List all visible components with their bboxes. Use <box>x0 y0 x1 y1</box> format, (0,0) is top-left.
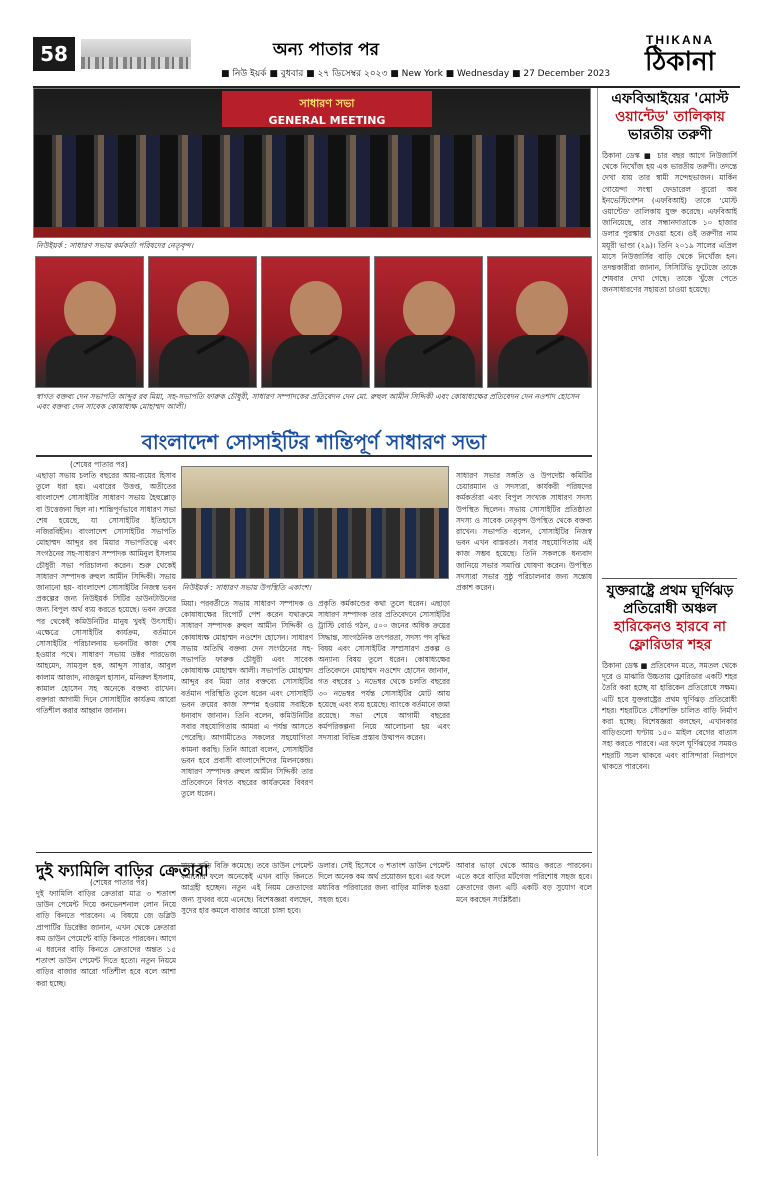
speaker-photo-4 <box>374 256 483 388</box>
speakers-caption: স্বাগত বক্তব্য দেন সভাপতি আব্দুর রব মিয়া, সহ-সভাপতি ফারুক চৌধুরী, সাধারণ সম্পাদকের প্রতিবেদন দেন মো. রুহুল আমীন সিদ্দিকী এবং কোষাধ্যক্ষের প্রতিবেদন দেন নওশাদ হোসেন এবং বক্তব্য দেন সাবেক কোষাধ্যক্ষ মোহাম্মদ আলী। <box>36 392 580 411</box>
audience-rows <box>182 508 448 578</box>
masthead-logo <box>620 33 740 83</box>
banner-title: সাধারণ সভা <box>299 97 355 110</box>
group-photo <box>33 88 591 238</box>
side2-head-line-3: হারিকেনও হারবে না <box>614 619 726 635</box>
side2-head-line-1: যুক্তরাষ্ট্রে প্রথম ঘূর্ণিঝড় <box>606 583 734 599</box>
side2-head-line-4: ফ্লোরিডার শহর <box>628 637 712 653</box>
side2-head-line-2: প্রতিরোধী অঞ্চল <box>623 601 717 617</box>
meeting-banner <box>222 91 432 127</box>
table-cloth <box>34 227 590 237</box>
main-headline: বাংলাদেশ সোসাইটির শান্তিপূর্ণ সাধারণ সভা <box>141 430 487 454</box>
sidebar-story1-body: ঠিকানা ডেস্ক ■ চার বছর আগে নিউজার্সি থেকে নিখোঁজ হয় এক ভারতীয় তরুণী। তদন্তে দেখা যায় তার স্বামী সন্দেহভাজন। মার্কিন গোয়েন্দা সংস্থা ফেডারেল ব্যুরো অব ইনভেস্টিগেশন (এফবিআই) তাকে 'মোস্ট ওয়ান্টেড' তালিকায় যুক্ত করেছে। এফবিআই জানিয়েছে, তার সন্ধানদাতাকে ১০ হাজার ডলার পুরস্কার দেওয়া হবে। ওই তরুণীর নাম ময়ূরী ভাণ্ডা (২৯)। তিনি ২০১৯ সালের এপ্রিল মাসে নিউজার্সির বাড়ি থেকে নিখোঁজ হন। তদন্তকারীরা জানান, সিসিটিভি ফুটেজে তাকে শেষবার দেখা গেছে। তাকে খুঁজে পেতে জনসাধারণের সহায়তা চাওয়া হয়েছে। <box>602 151 737 295</box>
masthead-latin: THIKANA <box>646 33 714 47</box>
main-story-col-1: এছাড়া সভায় চলতি বছরের আয়-ব্যয়ের হিসাব তুলে ধরা হয়। এবারের উত্তপ্ত, অতীতের বাংলাদেশ সোসাইটির সাধারণ সভায় হৈহুল্লোড় বা উত্তেজনা ছিল না। শান্তিপূর্ণভাবে সাধারণ সভা শেষ হয়েছে, যা সোসাইটির ইতিহাসে নজিরবিহীন। বাংলাদেশ সোসাইটির সভাপতি মোহাম্মদ আব্দুর রব মিয়ার সভাপতিত্বে এবং সংগঠনের সহ-সাধারণ সম্পাদক আমিনুল ইসলাম চৌধুরী সভা পরিচালনা করেন। শুরু থেকেই সাধারণ সম্পাদক রুহুল আমীন সিদ্দিকী। সভায় জানানো হয়- বাংলাদেশ সোসাইটির নিজস্ব ভবন প্রকল্পের জন্য নিউইয়র্ক সিটির ডাউনটাউনের জন্য বিপুল অর্থ ব্যয় করতে হয়েছে। ভবন ক্রয়ের পর থেকেই কমিউনিটির মানুষ খুবই উৎসাহী। এক্ষেত্রে সোসাইটির কার্যক্রম, বর্তমানে সোসাইটির পরিচালনায় ভবনটির কাজ শেষ হওয়ার পথে। সাধারণ সভায় ডক্টর পারভেজ আহমেদ, সামসুল হক, আব্দুস সাত্তার, আবুল কালাম আজাদ, নাজমুল হাসান, মনিরুল ইসলাম, কামাল হোসেন সহ অনেকে বক্তব্য রাখেন। বক্তারা আগামী দিনে সোসাইটির কার্যক্রম আরো গতিশীল করার আহ্বান জানান। <box>36 471 176 716</box>
sidebar-story2-body: ঠিকানা ডেস্ক ■ প্রতিবেদন মতে, সমতল থেকে দূরে ও মাঝারি উচ্চতায় ফ্লোরিডার একটি শহর তৈরি করা হচ্ছে যা হারিকেন প্রতিরোধে সক্ষম। এটি হবে যুক্তরাষ্ট্রের প্রথম ঘূর্ণিঝড় প্রতিরোধী শহর। শহরটিতে সৌরশক্তি চালিত বাড়ি নির্মাণ করা হচ্ছে। বিশেষজ্ঞরা বলছেন, এখানকার বাড়িগুলো ঘণ্টায় ১৫০ মাইল বেগের বাতাস সহ্য করতে পারবে। এর ফলে ঘূর্ণিঝড়ের সময়ও শহরটি সচল থাকবে এবং বাসিন্দারা নিরাপদে থাকতে পারবেন। <box>602 661 737 771</box>
hall-photo-caption: নিউইয়র্ক : সাধারণ সভায় উপস্থিতি একাংশ। <box>182 583 312 592</box>
masthead-bangla: ঠিকানা <box>644 47 716 77</box>
sidebar-rule <box>602 578 737 579</box>
people-row <box>34 135 590 227</box>
page-header <box>33 33 740 88</box>
sidebar-story1-headline <box>600 90 740 144</box>
main-story-col-3: প্রকৃতি কর্মকাণ্ডের কথা তুলে ধরেন। এছাড়া সাধারণ সম্পাদক তার প্রতিবেদনে সোসাইটির ট্রাস্টি বোর্ড গঠন, ৫০০ জনের অধিক ক্রয়ের সিদ্ধান্ত, সাংগঠনিক তৎপরতা, সদস্য পদ বৃদ্ধির বিষয় এবং সোসাইটির সম্প্রসারণ প্রকল্প ও অন্যান্য বিষয় তুলে ধরেন। কোষাধ্যক্ষের প্রতিবেদনে মোহাম্মদ নওশেদ হোসেন জানান, গত বছরের ১ নভেম্বর থেকে চলতি বছরের ৩০ নভেম্বর পর্যন্ত সোসাইটির মোট আয় হয়েছে এবং ব্যয় হয়েছে। ব্যাংকে বর্তমানে জমা রয়েছে। সভা শেষে আগামী বছরের কর্মপরিকল্পনা নিয়ে আলোচনা হয় এবং সদস্যরা বিভিন্ন প্রস্তাব উত্থাপন করেন। <box>318 599 450 743</box>
hall-photo <box>181 466 449 579</box>
sidebar-story2-headline <box>600 582 740 654</box>
story2-col-1: দুই ফ্যামিলি বাড়ির ক্রেতারা মাত্র ৩ শতাংশ ডাউন পেমেন্ট দিয়ে কনভেনশনাল লোন নিয়ে বাড়ি কিনতে পারবেন। এ বিষয়ে জে ডব্লিউ প্রাপার্টির ডিরেক্টর জানান, এখন থেকে ক্রেতারা কম ডাউন পেমেন্টে বাড়ি কিনতে পারবেন। আগে এ ধরনের বাড়ি কিনতে ক্রেতাদের অন্তত ১৫ শতাংশ ডাউন পেমেন্ট দিতে হতো। নতুন নিয়মে বাড়ির বাজার আরো গতিশীল হবে বলে আশা করা হচ্ছে। <box>36 889 176 988</box>
main-story-col-2: মিয়া। পরবর্তীতে সভায় সাধারণ সম্পাদক ও কোষাধ্যক্ষের রিপোর্ট পেশ করেন যথাক্রমে সাধারণ সম্পাদক রুহুল আমীন সিদ্দিকী ও কোষাধ্যক্ষ মোহাম্মদ নওশেদ হোসেন। সাধারণ সভায় অতিথি বক্তব্য দেন সংগঠনের সহ-সভাপতি ফারুক চৌধুরী এবং সাবেক কোষাধ্যক্ষ মোহাম্মদ আলী। সভাপতি মোহাম্মদ আব্দুর রব মিয়া তার বক্তব্যে সোসাইটির বর্তমান পরিস্থিতি তুলে ধরেন এবং সোসাইটি ভবন ক্রয়ের কাজ সম্পন্ন হওয়ায় সবাইকে ধন্যবাদ জানান। তিনি বলেন, কমিউনিটির সবার সহযোগিতায় আমরা এ পর্যন্ত আসতে পেরেছি। আগামীতেও সকলের সহযোগিতা কামনা করছি। তিনি আরো বলেন, সোসাইটির ভবন হবে প্রবাসী বাংলাদেশিদের মিলনকেন্দ্র। সাধারণ সম্পাদক রুহুল আমীন সিদ্দিকী তার প্রতিবেদনে বিগত বছরের কার্যক্রমের বিবরণ তুলে ধরেন। <box>181 599 313 799</box>
speaker-photo-1 <box>35 256 144 388</box>
group-photo-caption: নিউইয়র্ক : সাধারণ সভায় কর্মকর্তা পরিষদের নেতৃবৃন্দ। <box>36 241 194 250</box>
main-continuation: (শেষের পাতার পর) <box>70 460 128 469</box>
date-line: ■ নিউ ইয়র্ক ■ বুধবার ■ ২৭ ডিসেম্বর ২০২৩ ■ New York ■ Wednesday ■ 27 December 2023 <box>221 69 611 79</box>
speaker-photo-5 <box>487 256 592 388</box>
sidebar-divider <box>597 88 598 1156</box>
story2-headline: দুই ফ্যামিলি বাড়ির ক্রেতারা <box>36 861 209 880</box>
main-story-col-4: সাধারণ সভার সঙ্গতি ও উপদেষ্টা কমিটির চেয়ারম্যান ও সদস্যরা, কার্যকরী পরিষদের কর্মকর্তারা এবং বিপুল সংখ্যক সাধারণ সদস্য উপস্থিত ছিলেন। সভায় সোসাইটির প্রতিষ্ঠাতা সদস্য ও সাবেক নেতৃবৃন্দ উপস্থিত থেকে বক্তব্য রাখেন। সভাপতি বলেন, সোসাইটির নিজস্ব ভবন এখন বাস্তবতা। সবার সহযোগিতায় এই কাজ সম্ভব হয়েছে। তিনি সকলকে ধন্যবাদ জানিয়ে সভার সমাপ্তি ঘোষণা করেন। উপস্থিত সদস্যরা সভার সুষ্ঠু পরিচালনার জন্য সন্তোষ প্রকাশ করেন। <box>456 471 592 593</box>
story2-col-3: ডলার। সেই হিসেবে ৩ শতাংশ ডাউন পেমেন্ট দিলে অনেক কম অর্থ প্রয়োজন হবে। এর ফলে মধ্যবিত্ত পরিবারের জন্য বাড়ির মালিক হওয়া সহজ হবে। <box>318 861 450 904</box>
story2-col-2: মাসে বাড়ি বিক্রি কমেছে। তবে ডাউন পেমেন্ট কমানোর ফলে অনেকেই এখন বাড়ি কিনতে আগ্রহী হচ্ছেন। নতুন এই নিয়ম ক্রেতাদের জন্য সুখবর বয়ে এনেছে। বিশেষজ্ঞরা বলছেন, সুদের হার কমলে বাজার আরো চাঙ্গা হবে। <box>181 861 313 915</box>
banner-subtitle: GENERAL MEETING <box>268 114 386 127</box>
side1-head-line-3: ভারতীয় তরুণী <box>628 127 712 143</box>
headline-rule <box>36 455 592 457</box>
side1-head-line-2: ওয়ান্টেড' তালিকায় <box>615 109 725 125</box>
story2-col-4: আবার ভাড়া থেকে আয়ও করতে পারবেন। এতে করে বাড়ির মর্টগেজ পরিশোধ সহজ হবে। ক্রেতাদের জন্য এটি একটি বড় সুযোগ বলে মনে করছেন সংশ্লিষ্টরা। <box>456 861 592 904</box>
side1-head-line-1: এফবিআইয়ের 'মোস্ট <box>611 91 729 107</box>
skyline-graphic <box>81 39 191 69</box>
story2-continuation: (শেষের পাতার পর) <box>90 878 148 887</box>
section-title: অন্য পাতার পর <box>273 40 380 60</box>
speaker-photo-2 <box>148 256 257 388</box>
story2-rule <box>36 852 592 853</box>
page-number: 58 <box>33 37 75 71</box>
speaker-photo-3 <box>261 256 370 388</box>
